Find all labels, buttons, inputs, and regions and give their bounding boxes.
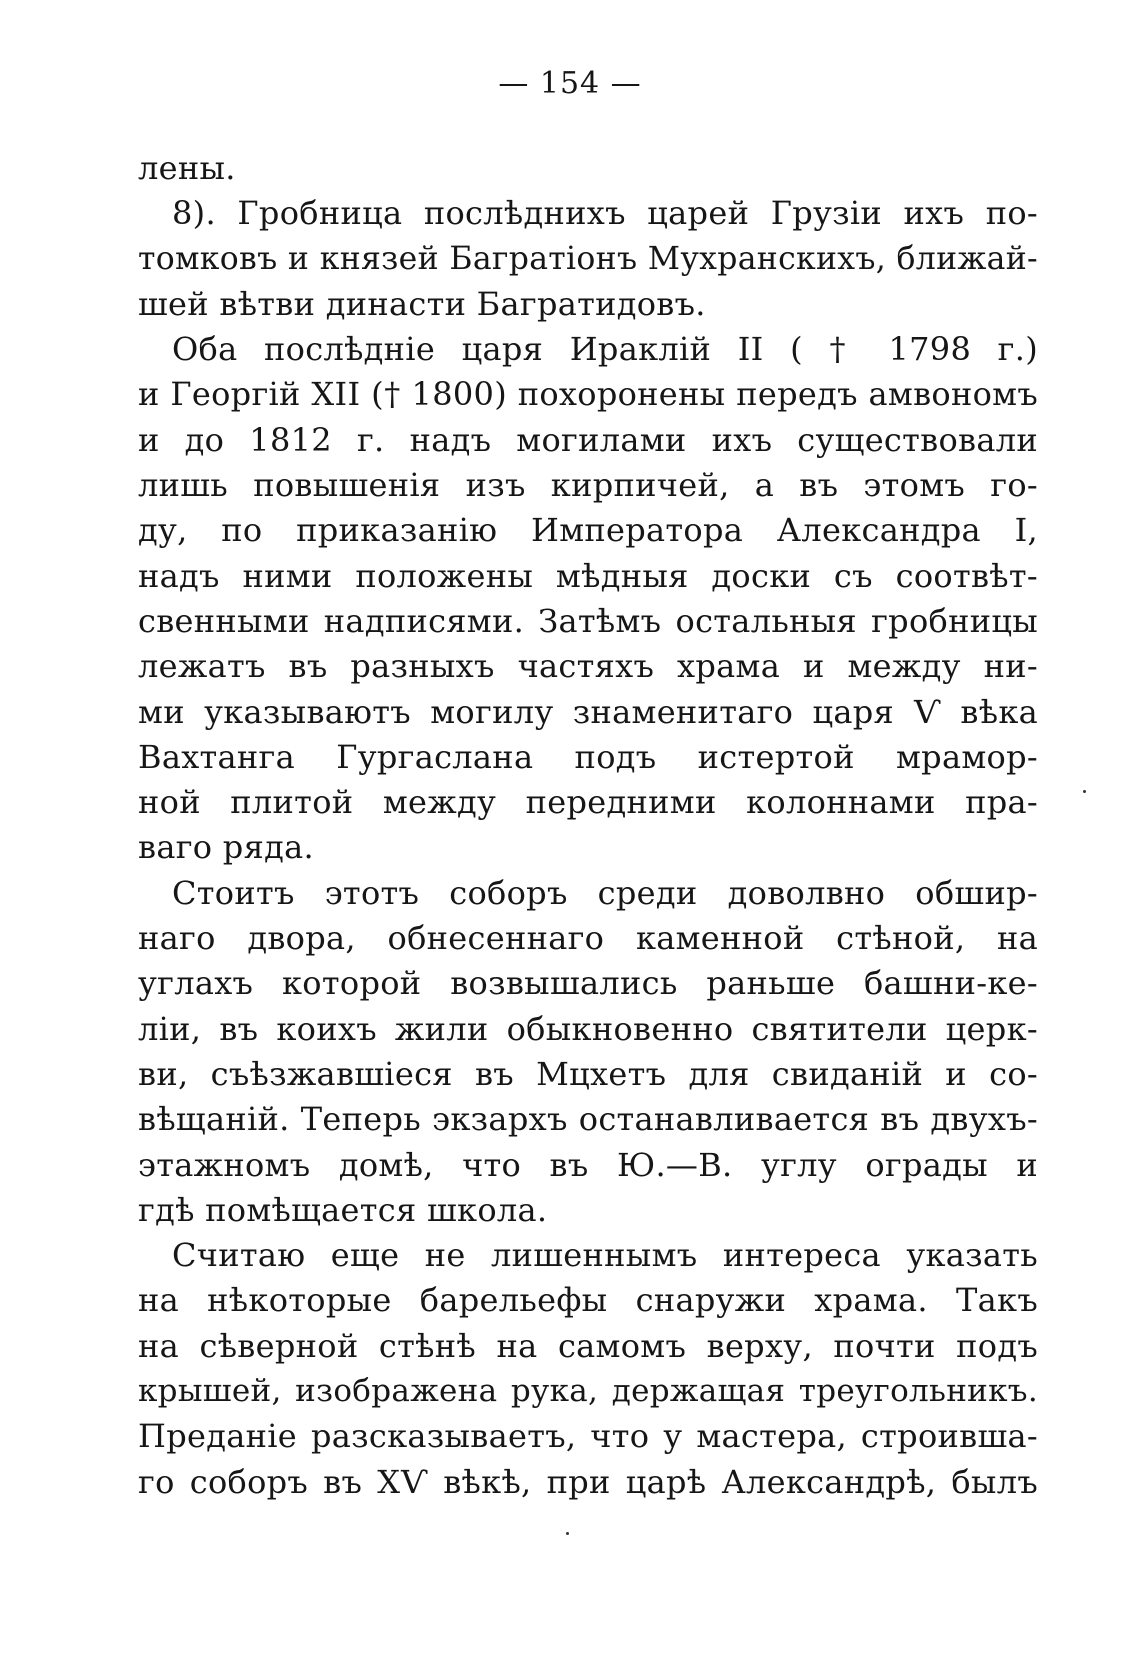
text-line: гдѣ помѣщается школа.: [138, 1190, 548, 1229]
ink-speck: [1083, 790, 1086, 793]
text-line: Считаю еще не лишеннымъ интереса указать: [172, 1236, 1038, 1275]
paragraph: [138, 871, 1038, 1233]
paragraph: [138, 327, 1038, 871]
text-line: шей вѣтви династи Багратидовъ.: [138, 284, 706, 323]
text-line: ви, съѣзжавшіеся въ Мцхетъ для свиданій и со-: [138, 1054, 1038, 1093]
body-text: [138, 146, 1038, 1505]
text-line: на сѣверной стѣнѣ на самомъ верху, почти подъ: [138, 1326, 1038, 1365]
text-line: Преданіе разсказываетъ, что у мастера, строившa-: [138, 1417, 1038, 1456]
text-line: томковъ и князей Багратіонъ Мухранскихъ, ближай-: [138, 240, 1038, 277]
ink-speck: [566, 1532, 569, 1535]
paragraph: [138, 146, 1038, 191]
text-line: углахъ которой возвышались раньше башни-ке-: [138, 964, 1038, 1003]
text-line: наго двора, обнесеннаго каменной стѣной, на: [138, 919, 1038, 958]
text-line: ду, по приказанію Императора Александра I,: [138, 511, 1038, 550]
text-line: го соборъ въ XѴ вѣкѣ, при царѣ Александрѣ, былъ: [138, 1462, 1038, 1501]
paragraph: [138, 1233, 1038, 1505]
text-line: и до 1812 г. надъ могилами ихъ существовали: [138, 420, 1038, 459]
text-line: крышей, изображена рука, держащая треугольникъ.: [138, 1373, 1038, 1410]
text-line: Вахтанга Гургаслана подъ истертой мрамор-: [138, 737, 1038, 776]
text-line: вѣщаній. Теперь экзархъ останавливается въ двухъ-: [138, 1100, 1038, 1139]
text-line: 8). Гробница послѣднихъ царей Грузіи ихъ по-: [172, 194, 1038, 233]
text-line: на нѣкоторые барельефы снаружи храма. Такъ: [138, 1281, 1038, 1320]
text-line: ліи, въ коихъ жили обыкновенно святители церк-: [138, 1009, 1038, 1048]
text-line: Стоитъ этотъ соборъ среди доволвно обшир-: [172, 873, 1038, 912]
text-line: и Георгій XII († 1800) похоронены передъ амвономъ: [138, 375, 1038, 414]
text-line: ми указываютъ могилу знаменитаго царя Ѵ вѣка: [138, 692, 1038, 731]
text-line: этажномъ домѣ, что въ Ю.—В. углу ограды и: [138, 1145, 1038, 1184]
text-line: ной плитой между передними колоннами пра-: [138, 783, 1038, 822]
text-line: свенными надписями. Затѣмъ остальныя гробницы: [138, 601, 1038, 640]
page-number: — 154 —: [498, 66, 642, 101]
text-line: лежатъ въ разныхъ частяхъ храма и между ни-: [138, 647, 1038, 686]
text-line: надъ ними положены мѣдныя доски съ соотвѣт-: [138, 556, 1038, 595]
text-line: лены.: [138, 149, 236, 187]
text-line: Оба послѣдніе царя Ираклій II ( † 1798 г.): [172, 330, 1038, 369]
text-line: лишь повышенія изъ кирпичей, а въ этомъ го-: [138, 466, 1038, 505]
paragraph: [138, 191, 1038, 327]
text-line: ваго ряда.: [138, 828, 314, 867]
